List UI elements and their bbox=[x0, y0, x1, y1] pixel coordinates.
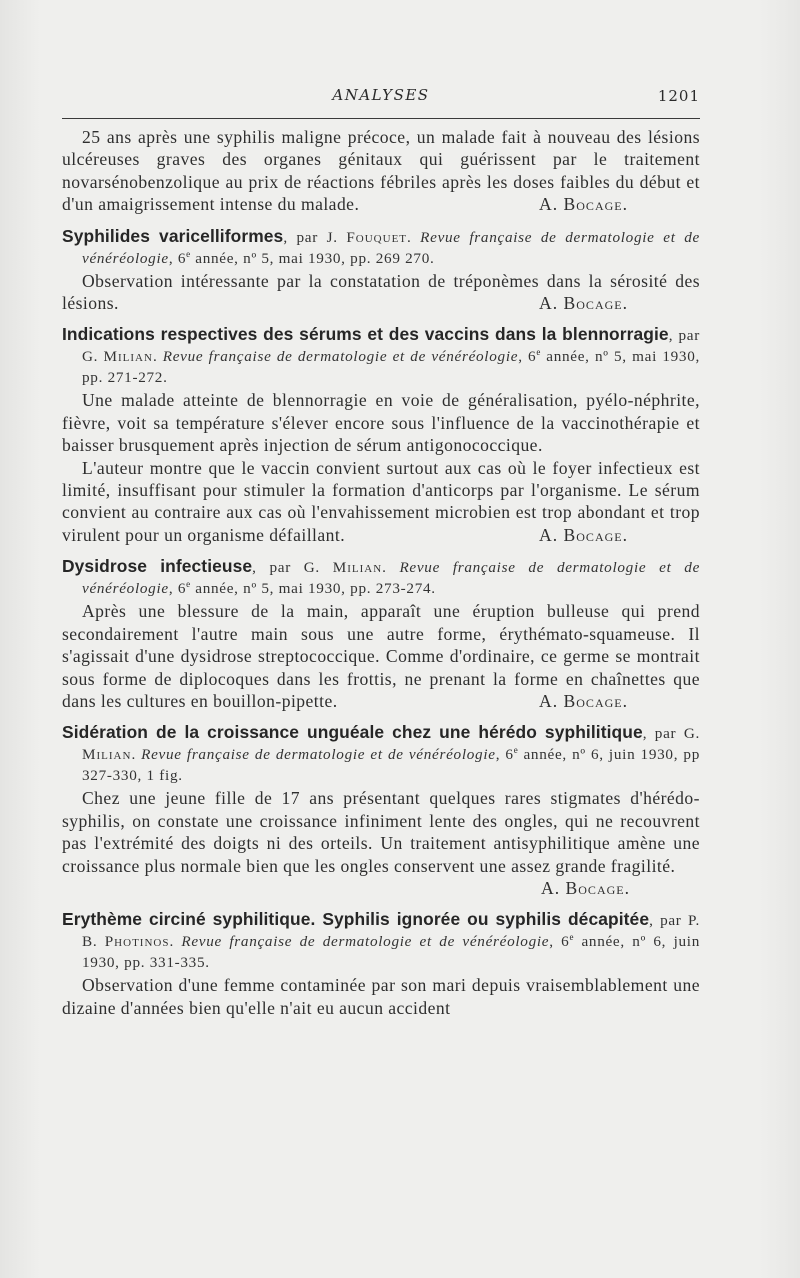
review-entry bbox=[62, 909, 700, 1019]
entry-heading: Syphilides varicelliformes, par J. Fouquet. Revue française de dermatologie et de vénéréologie, 6e année, nº 5, mai 1930, pp. 269 270. bbox=[62, 225, 700, 267]
entry-paragraph: Une malade atteinte de blennorragie en voie de généralisation, pyélo-néphrite, fièvre, voit sa température s'élever encore sous l'influence de la vaccinothérapie et baisser brusquement après injection de sérum antigonococcique. bbox=[62, 390, 700, 456]
entry-title: Indications respectives des sérums et des vaccins dans la blennorragie bbox=[62, 324, 669, 345]
entry-details: année, nº 5, mai 1930, pp. 269 270. bbox=[190, 249, 435, 267]
entry-title: Erythème circiné syphilitique. Syphilis ignorée ou syphilis décapitée bbox=[62, 909, 650, 930]
review-entry bbox=[62, 324, 700, 546]
entry-title: Dysidrose infectieuse bbox=[62, 556, 253, 577]
entry-author: Milian bbox=[332, 559, 383, 577]
signature: A. Bocage. bbox=[539, 690, 628, 711]
entry-details: année, nº 5, mai 1930, pp. 273-274. bbox=[190, 580, 436, 598]
entry-details: année, nº 5, mai 1930, pp. 271-272. bbox=[82, 348, 700, 387]
entry-paragraph: Observation d'une femme contaminée par son mari depuis vraisemblablement une dizaine d'années bien qu'elle n'ait eu aucun accident bbox=[62, 975, 700, 1018]
body-text bbox=[62, 126, 700, 1019]
entry-journal: Revue française de dermatologie et de vénéréologie bbox=[82, 559, 701, 598]
entry-heading: Dysidrose infectieuse, par G. Milian. Revue française de dermatologie et de vénéréologie, 6e année, nº 5, mai 1930, pp. 273-274. bbox=[62, 556, 701, 598]
entry-author: Fouquet bbox=[346, 228, 408, 246]
entry-heading: Erythème circiné syphilitique. Syphilis ignorée ou syphilis décapitée, par P. B. Photinos. Revue française de dermatologie et de vénéréologie, 6e année, nº 6, juin 1930, pp. 331-335. bbox=[62, 909, 700, 972]
header-rule bbox=[62, 118, 700, 119]
review-entry bbox=[62, 556, 700, 712]
page-number: 1201 bbox=[657, 87, 700, 105]
running-title: ANALYSES bbox=[332, 86, 430, 104]
page-header bbox=[62, 86, 700, 108]
review-entry bbox=[62, 722, 700, 899]
signature: A. Bocage. bbox=[541, 877, 630, 898]
signature: A. Bocage. bbox=[539, 194, 628, 215]
entry-title: Syphilides varicelliformes bbox=[62, 225, 284, 246]
entry-journal: Revue française de dermatologie et de vénéréologie bbox=[82, 228, 700, 267]
entry-journal: Revue française de dermatologie et de vénéréologie bbox=[181, 933, 550, 951]
entry-details: année, nº 6, juin 1930, pp. 331-335. bbox=[82, 933, 700, 972]
entry-title: Sidération de la croissance unguéale chez une hérédo syphilitique bbox=[62, 722, 643, 743]
entry-journal: Revue française de dermatologie et de vénéréologie bbox=[162, 348, 519, 366]
entry-heading: Sidération de la croissance unguéale chez une hérédo syphilitique, par G. Milian. Revue française de dermatologie et de vénéréologie, 6e année, nº 6, juin 1930, pp 327-330, 1 fig. bbox=[62, 722, 700, 785]
entry-details: année, nº 6, juin 1930, pp 327-330, 1 fig. bbox=[82, 746, 700, 785]
entry-paragraph: Observation intéressante par la constatation de tréponèmes dans la sérosité des lésions. A. Bocage. bbox=[62, 270, 700, 314]
entry-author: Milian bbox=[82, 746, 132, 764]
review-entry bbox=[62, 226, 700, 315]
signature: A. Bocage. bbox=[539, 524, 628, 545]
intro-paragraph: 25 ans après une syphilis maligne précoce, un malade fait à nouveau des lésions ulcéreuses graves des organes génitaux qui guérissent par le traitement novarsénobenzolique au prix de réactions fébriles après les doses faibles du début et d'un amaigrissement intense du malade. A. Bocage. bbox=[62, 127, 700, 215]
entry-paragraph: L'auteur montre que le vaccin convient surtout aux cas où le foyer infectieux est limité, insuffisant pour stimuler la formation d'anticorps par l'organisme. Le sérum convient au contraire aux cas où l'envahissement microbien est trop abondant et trop virulent pour un organisme défaillant. A. Bocage. bbox=[62, 457, 700, 545]
entry-journal: Revue française de dermatologie et de vénéréologie bbox=[141, 746, 496, 764]
signature-line bbox=[62, 877, 700, 899]
entry-author: Milian bbox=[103, 348, 153, 366]
entry-heading: Indications respectives des sérums et des vaccins dans la blennorragie, par G. Milian. Revue française de dermatologie et de vénéréologie, 6e année, nº 5, mai 1930, pp. 271-272. bbox=[62, 324, 700, 387]
entry-paragraph: Chez une jeune fille de 17 ans présentant quelques rares stigmates d'hérédo-syphilis, on constate une croissance infiniment lente des ongles, qui ne recouvrent pas l'extrémité des doigts ni des orteils. Un traitement antisyphilitique amène une croissance plus normale bien que les ongles conservent une assez grande fragilité. bbox=[62, 788, 700, 876]
signature: A. Bocage. bbox=[539, 293, 628, 314]
entry-paragraph: Après une blessure de la main, apparaît une éruption bulleuse qui prend secondairement l'autre main sous une autre forme, érythémato-squameuse. Il s'agissait d'une dysidrose streptococcique. Comme d'ordinaire, ce germe se montrait sous forme de diplocoques dans les frottis, ne prenant la forme en chaînettes que dans les cultures en bouillon-pipette. A. Bocage. bbox=[62, 601, 700, 711]
entry-author: Photinos bbox=[104, 933, 170, 951]
